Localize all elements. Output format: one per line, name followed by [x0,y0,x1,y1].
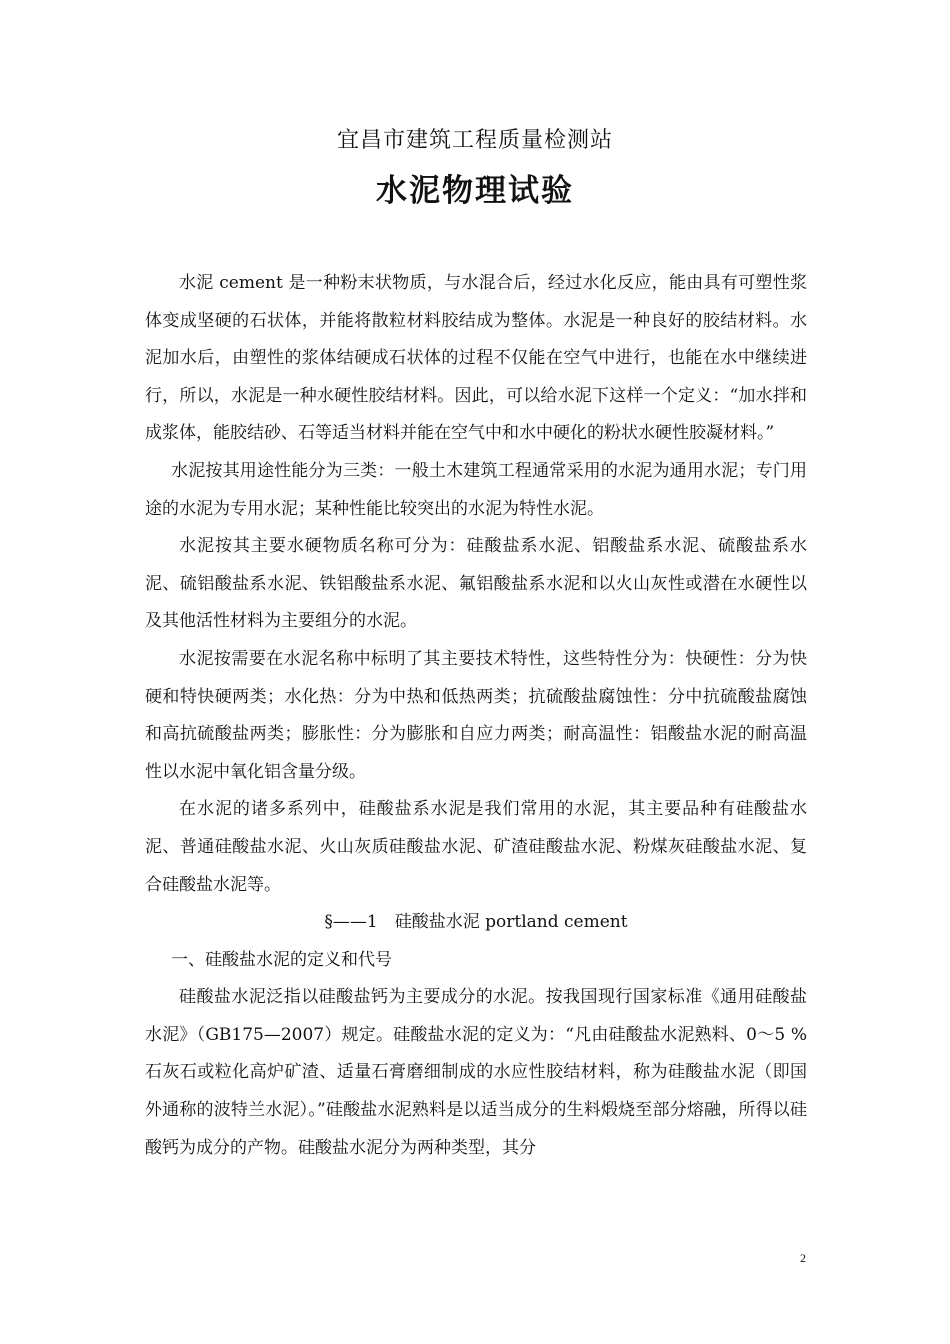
section-subheading: 一、硅酸盐水泥的定义和代号 [171,949,392,970]
organization-title: 宜昌市建筑工程质量检测站 [336,128,613,153]
paragraph-silicate-series: 在水泥的诸多系列中，硅酸盐系水泥是我们常用的水泥，其主要品种有硅酸盐水泥、普通硅酸盐水泥、火山灰质硅酸盐水泥、矿渣硅酸盐水泥、粉煤灰硅酸盐水泥、复合硅酸盐水泥等。 [145,799,807,895]
document-body [145,265,807,1167]
paragraph-cement-by-use: 水泥按其用途性能分为三类：一般土木建筑工程通常采用的水泥为通用水泥；专门用途的水泥为专用水泥；某种性能比较突出的水泥为特性水泥。 [145,460,807,519]
page-number: 2 [800,1251,806,1265]
document-title: 水泥物理试验 [376,173,574,209]
paragraph-cement-definition: 水泥 cement 是一种粉末状物质，与水混合后，经过水化反应，能由具有可塑性浆体变成坚硬的石状体，并能将散粒材料胶结成为整体。水泥是一种良好的胶结材料。水泥加水后，由塑性的浆体结硬成石状体的过程不仅能在空气中进行，也能在水中继续进行，所以，水泥是一种水硬性胶结材料。因此，可以给水泥下这样一个定义：“加水拌和成浆体，能胶结砂、石等适当材料并能在空气中和水中硬化的粉状水硬性胶凝材料。” [145,273,807,444]
paragraph-cement-by-hydraulic-material: 水泥按其主要水硬物质名称可分为：硅酸盐系水泥、铝酸盐系水泥、硫酸盐系水泥、硫铝酸盐系水泥、铁铝酸盐系水泥、氟铝酸盐系水泥和以火山灰性或潜在水硬性以及其他活性材料为主要组分的水泥。 [145,536,807,632]
paragraph-portland-definition: 硅酸盐水泥泛指以硅酸盐钙为主要成分的水泥。按我国现行国家标准《通用硅酸盐水泥》（GB175—2007）规定。硅酸盐水泥的定义为：“凡由硅酸盐水泥熟料、0～5 %石灰石或粒化高炉矿渣、适量石膏磨细制成的水应性胶结材料，称为硅酸盐水泥（即国外通称的波特兰水泥）。”硅酸盐水泥熟料是以适当成分的生料煅烧至部分熔融，所得以硅酸钙为成分的产物。硅酸盐水泥分为两种类型，其分 [145,987,807,1158]
paragraph-cement-by-technical-property: 水泥按需要在水泥名称中标明了其主要技术特性，这些特性分为：快硬性：分为快硬和特快硬两类；水化热：分为中热和低热两类；抗硫酸盐腐蚀性：分中抗硫酸盐腐蚀和高抗硫酸盐两类；膨胀性：分为膨胀和自应力两类；耐高温性：铝酸盐水泥的耐高温性以水泥中氧化铝含量分级。 [145,648,807,782]
section-heading: §——1 硅酸盐水泥 portland cement [324,912,628,933]
